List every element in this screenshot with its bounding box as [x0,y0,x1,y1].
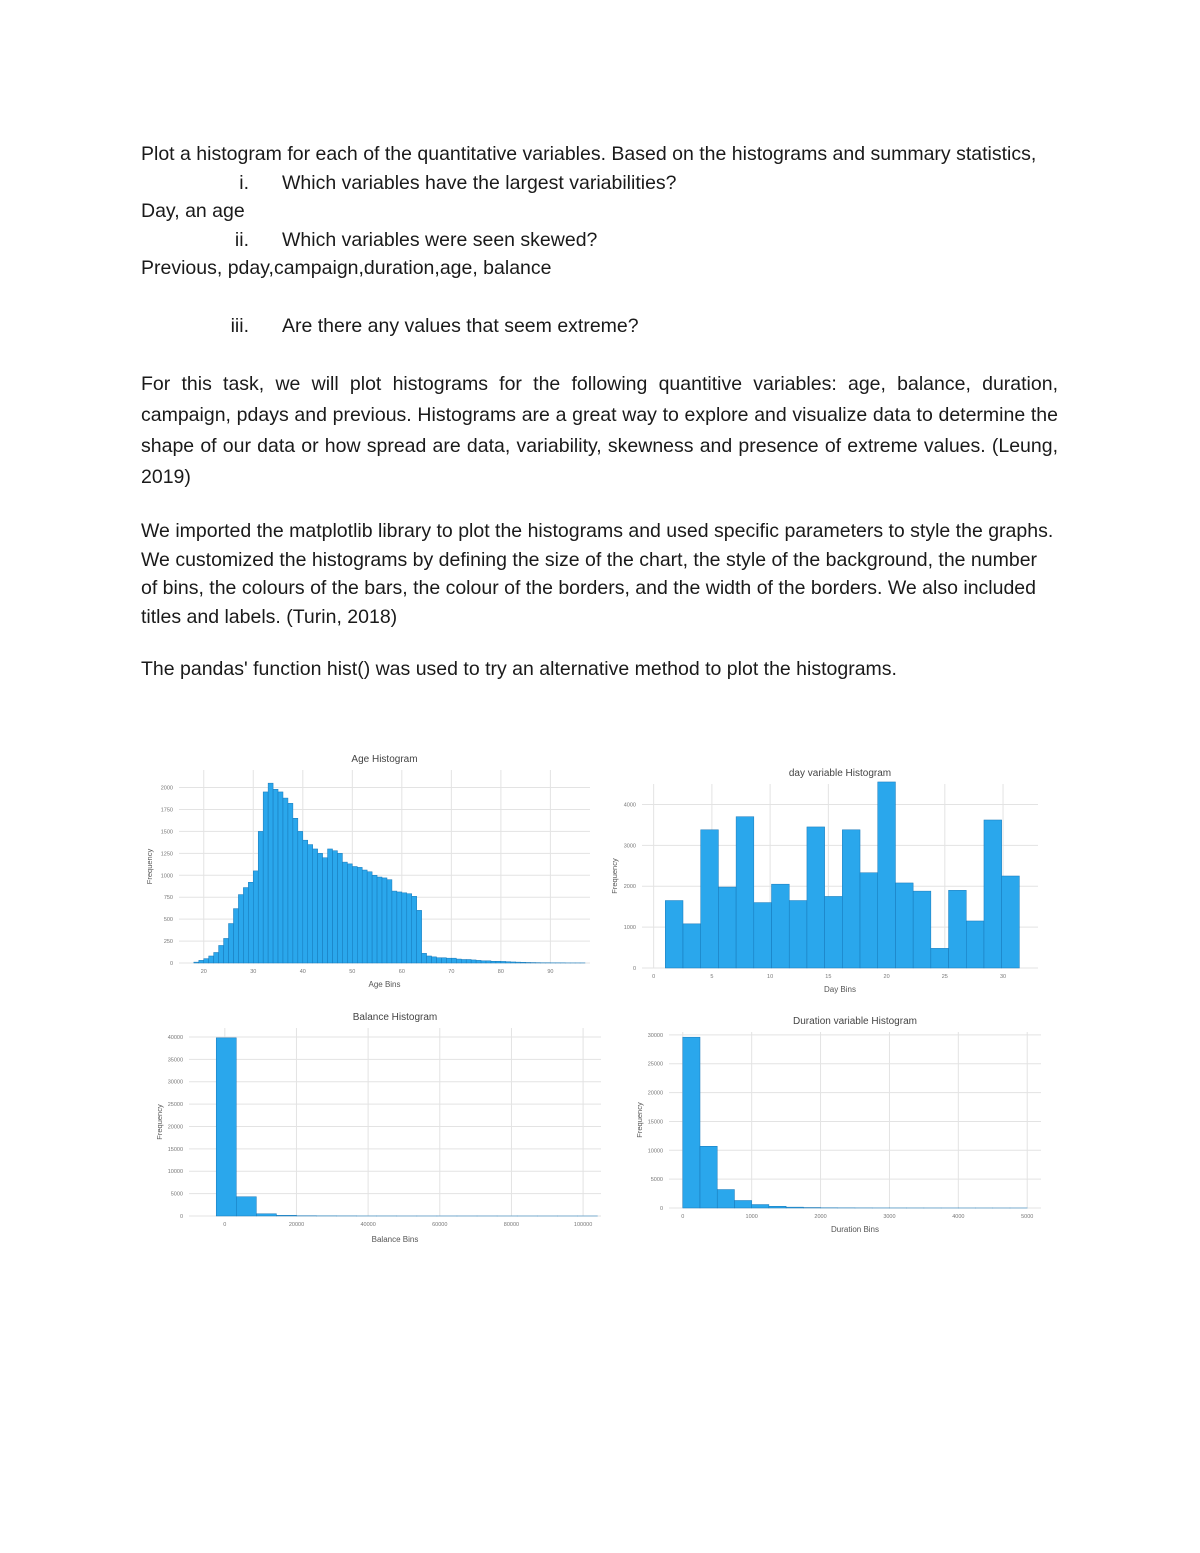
histogram-bar [357,867,362,963]
day-histogram [606,758,1046,998]
histogram-bar [313,849,318,963]
histogram-bar [461,959,466,963]
histogram-bar [506,962,511,963]
y-tick-label: 40000 [167,1034,183,1041]
x-axis-label: Duration Bins [830,1225,880,1234]
histogram-bar [754,903,772,968]
histogram-bar [683,924,701,968]
histogram-bar [278,792,283,963]
histogram-bar [491,961,496,963]
y-tick-label: 35000 [167,1057,183,1064]
y-tick-label: 0 [179,1214,183,1220]
histogram-bar [516,962,521,963]
histogram-bar [387,880,392,963]
histogram-bar [931,948,949,968]
histogram-bar [352,867,357,964]
x-tick-label: 60 [398,969,405,975]
y-tick-label: 10000 [167,1169,183,1176]
question-1 [141,169,1058,197]
question-1-number: i. [239,172,249,194]
histogram-bar [825,896,843,968]
histogram-bar [194,962,199,963]
x-tick-label: 40 [299,969,306,975]
histogram-bar [486,961,491,963]
y-tick-label: 15000 [167,1146,183,1153]
histogram-bar [769,1206,786,1208]
y-tick-label: 25000 [167,1102,183,1109]
histogram-bar [471,960,476,963]
y-tick-label: 1500 [160,829,173,836]
x-tick-label: 4000 [952,1214,965,1220]
y-tick-label: 0 [169,961,173,967]
y-tick-label: 20000 [167,1124,183,1131]
histogram-bar [501,961,506,963]
balance-histogram [151,1004,611,1248]
histogram-bar [392,891,397,963]
histogram-bar [253,871,258,963]
histogram-bar [288,803,293,963]
histogram-bar [377,877,382,963]
histogram-bar [214,952,219,963]
histogram-bar [736,817,754,968]
histogram-bar [700,1146,717,1208]
histogram-bar [436,958,441,963]
y-tick-label: 2000 [160,785,173,792]
y-tick-label: 250 [163,939,173,946]
histogram-bar [842,830,860,968]
histogram-bar [984,820,1002,968]
histogram-bar [456,959,461,963]
histogram-bar [273,789,278,963]
x-tick-label: 10 [767,974,774,980]
histogram-bar [328,849,333,963]
histogram-bar [451,958,456,963]
y-tick-label: 1000 [160,873,173,880]
x-tick-label: 70 [448,969,455,975]
question-3 [141,312,1058,340]
x-tick-label: 100000 [573,1222,593,1228]
x-tick-label: 15 [825,974,832,980]
histogram-bar [895,883,913,968]
y-tick-label: 0 [632,966,636,972]
x-tick-label: 5 [710,974,714,980]
y-tick-label: 5000 [170,1191,183,1198]
histogram-bar [342,862,347,963]
histogram-bar [372,875,377,963]
question-1-text: Which variables have the largest variabilities? [282,172,677,194]
histogram-bar [323,858,328,963]
histogram-bar [209,956,214,963]
histogram-bar [913,891,931,968]
x-tick-label: 20 [883,974,890,980]
histogram-bar [236,1197,256,1216]
histogram-bar [303,840,308,963]
x-axis-label: Day Bins [823,985,857,994]
x-tick-label: 90 [547,969,554,975]
chart-title: day variable Histogram [788,768,892,779]
histogram-bar [860,873,878,968]
histogram-bar [476,960,481,963]
histogram-bar [407,894,412,963]
answer-2: Previous, pday,campaign,duration,age, balance [141,257,552,279]
x-tick-label: 40000 [360,1222,376,1228]
question-2-number: ii. [234,229,249,251]
intro-paragraph: Plot a histogram for each of the quantitative variables. Based on the histograms and summary statistics, [141,143,1037,165]
question-2-text: Which variables were seen skewed? [282,229,598,251]
x-tick-label: 80000 [503,1222,520,1228]
histogram-bar [718,887,736,968]
question-2 [141,226,1058,254]
chart-title: Balance Histogram [352,1012,438,1023]
x-tick-label: 20 [200,969,207,975]
y-tick-label: 20000 [647,1090,663,1097]
histogram-bar [511,962,516,963]
histogram-bar [276,1215,296,1216]
histogram-bar [308,845,313,963]
histogram-bar [318,853,323,963]
y-tick-label: 2000 [623,884,636,891]
histogram-bar [263,792,268,963]
histogram-bar [216,1038,236,1216]
histogram-bar [701,830,719,968]
histogram-bar [417,910,422,963]
y-tick-label: 750 [163,895,173,902]
y-tick-label: 500 [163,917,173,924]
y-tick-label: 15000 [647,1119,663,1126]
y-tick-label: 0 [659,1206,663,1212]
histogram-bar [293,818,298,963]
histogram-bar [683,1037,700,1208]
histogram-bar [258,831,263,963]
histogram-bar [248,882,253,963]
y-tick-label: 5000 [650,1177,663,1184]
age-histogram [141,748,596,993]
paragraph-pandas: The pandas' function hist() was used to try an alternative method to plot the histograms. [141,658,897,680]
histogram-bar [367,872,372,963]
x-tick-label: 30 [250,969,257,975]
histogram-bar [734,1200,751,1208]
histogram-bar [772,884,790,968]
y-tick-label: 1250 [160,851,173,858]
histogram-bar [224,938,229,963]
histogram-bar [243,888,248,963]
histogram-bar [966,921,984,968]
y-tick-label: 4000 [623,802,636,809]
histogram-bar [362,870,367,963]
paragraph-histograms: For this task, we will plot histograms for the following quantitive variables: age, balance, duration, campaign, pdays and previous. Histograms are a great way to explore and visualize data to determine the shape of our data or how spread are data, variability, skewness and presence of extreme values. (Leung, 2019) [141,373,1058,488]
histogram-bar [441,958,446,963]
chart-title: Age Histogram [351,754,418,765]
x-tick-label: 50 [349,969,356,975]
histogram-bar [219,945,224,963]
y-tick-label: 30000 [647,1032,663,1039]
histogram-bar [446,958,451,963]
paragraph-matplotlib: We imported the matplotlib library to plot the histograms and used specific parameters to style the graphs. We customized the histograms by defining the size of the chart, the style of the background, the number of bins, the colours of the bars, the colour of the borders, and the width of the borders. We also included titles and labels. (Turin, 2018) [141,520,1054,628]
histogram-bar [789,901,807,968]
x-tick-label: 25 [941,974,948,980]
histogram-figures [141,748,1061,1248]
histogram-bar [397,892,402,963]
histogram-bar [412,896,417,963]
histogram-bar [298,831,303,963]
x-tick-label: 60000 [432,1222,448,1228]
chart-title: Duration variable Histogram [793,1016,917,1027]
x-tick-label: 2000 [814,1214,827,1220]
question-3-text: Are there any values that seem extreme? [282,315,639,337]
duration-histogram [631,1008,1051,1238]
x-tick-label: 0 [223,1222,227,1228]
y-tick-label: 3000 [623,843,636,850]
x-axis-label: Balance Bins [371,1235,419,1244]
answer-1: Day, an age [141,200,245,222]
histogram-bar [432,957,437,963]
histogram-bar [786,1207,803,1208]
histogram-bar [422,953,427,963]
y-axis-label: Frequency [635,1102,644,1138]
histogram-bar [526,962,531,963]
histogram-bar [427,956,432,963]
x-tick-label: 5000 [1021,1214,1034,1220]
histogram-bar [496,961,501,963]
y-tick-label: 1750 [160,807,173,814]
x-tick-label: 0 [652,974,656,980]
histogram-bar [199,960,204,963]
x-tick-label: 3000 [883,1214,896,1220]
histogram-bar [665,901,683,968]
histogram-bar [268,783,273,963]
histogram-bar [521,962,526,963]
y-axis-label: Frequency [145,848,154,885]
histogram-bar [347,864,352,963]
histogram-bar [878,782,896,968]
x-tick-label: 1000 [745,1214,758,1220]
y-axis-label: Frequency [155,1104,164,1140]
y-tick-label: 25000 [647,1061,663,1068]
x-tick-label: 20000 [288,1222,305,1228]
histogram-bar [402,893,407,963]
histogram-bar [333,851,338,963]
histogram-bar [1002,876,1020,968]
histogram-bar [949,890,967,968]
histogram-bar [481,961,486,963]
histogram-bar [337,853,342,963]
histogram-bar [229,924,234,963]
x-tick-label: 80 [497,969,504,975]
histogram-bar [752,1205,769,1208]
histogram-bar [807,827,825,968]
y-axis-label: Frequency [610,858,619,894]
histogram-bar [717,1190,734,1208]
histogram-bar [283,798,288,963]
document-text [141,140,1058,684]
y-tick-label: 10000 [647,1148,663,1155]
question-3-number: iii. [230,315,249,337]
x-axis-label: Age Bins [368,980,401,989]
histogram-bar [238,895,243,963]
x-tick-label: 30 [999,974,1007,980]
histogram-bar [233,909,238,963]
x-tick-label: 0 [681,1214,685,1220]
y-tick-label: 30000 [167,1079,183,1086]
histogram-bar [382,878,387,963]
histogram-bar [466,959,471,963]
y-tick-label: 1000 [623,925,636,932]
histogram-bar [204,959,209,963]
histogram-bar [256,1214,276,1216]
